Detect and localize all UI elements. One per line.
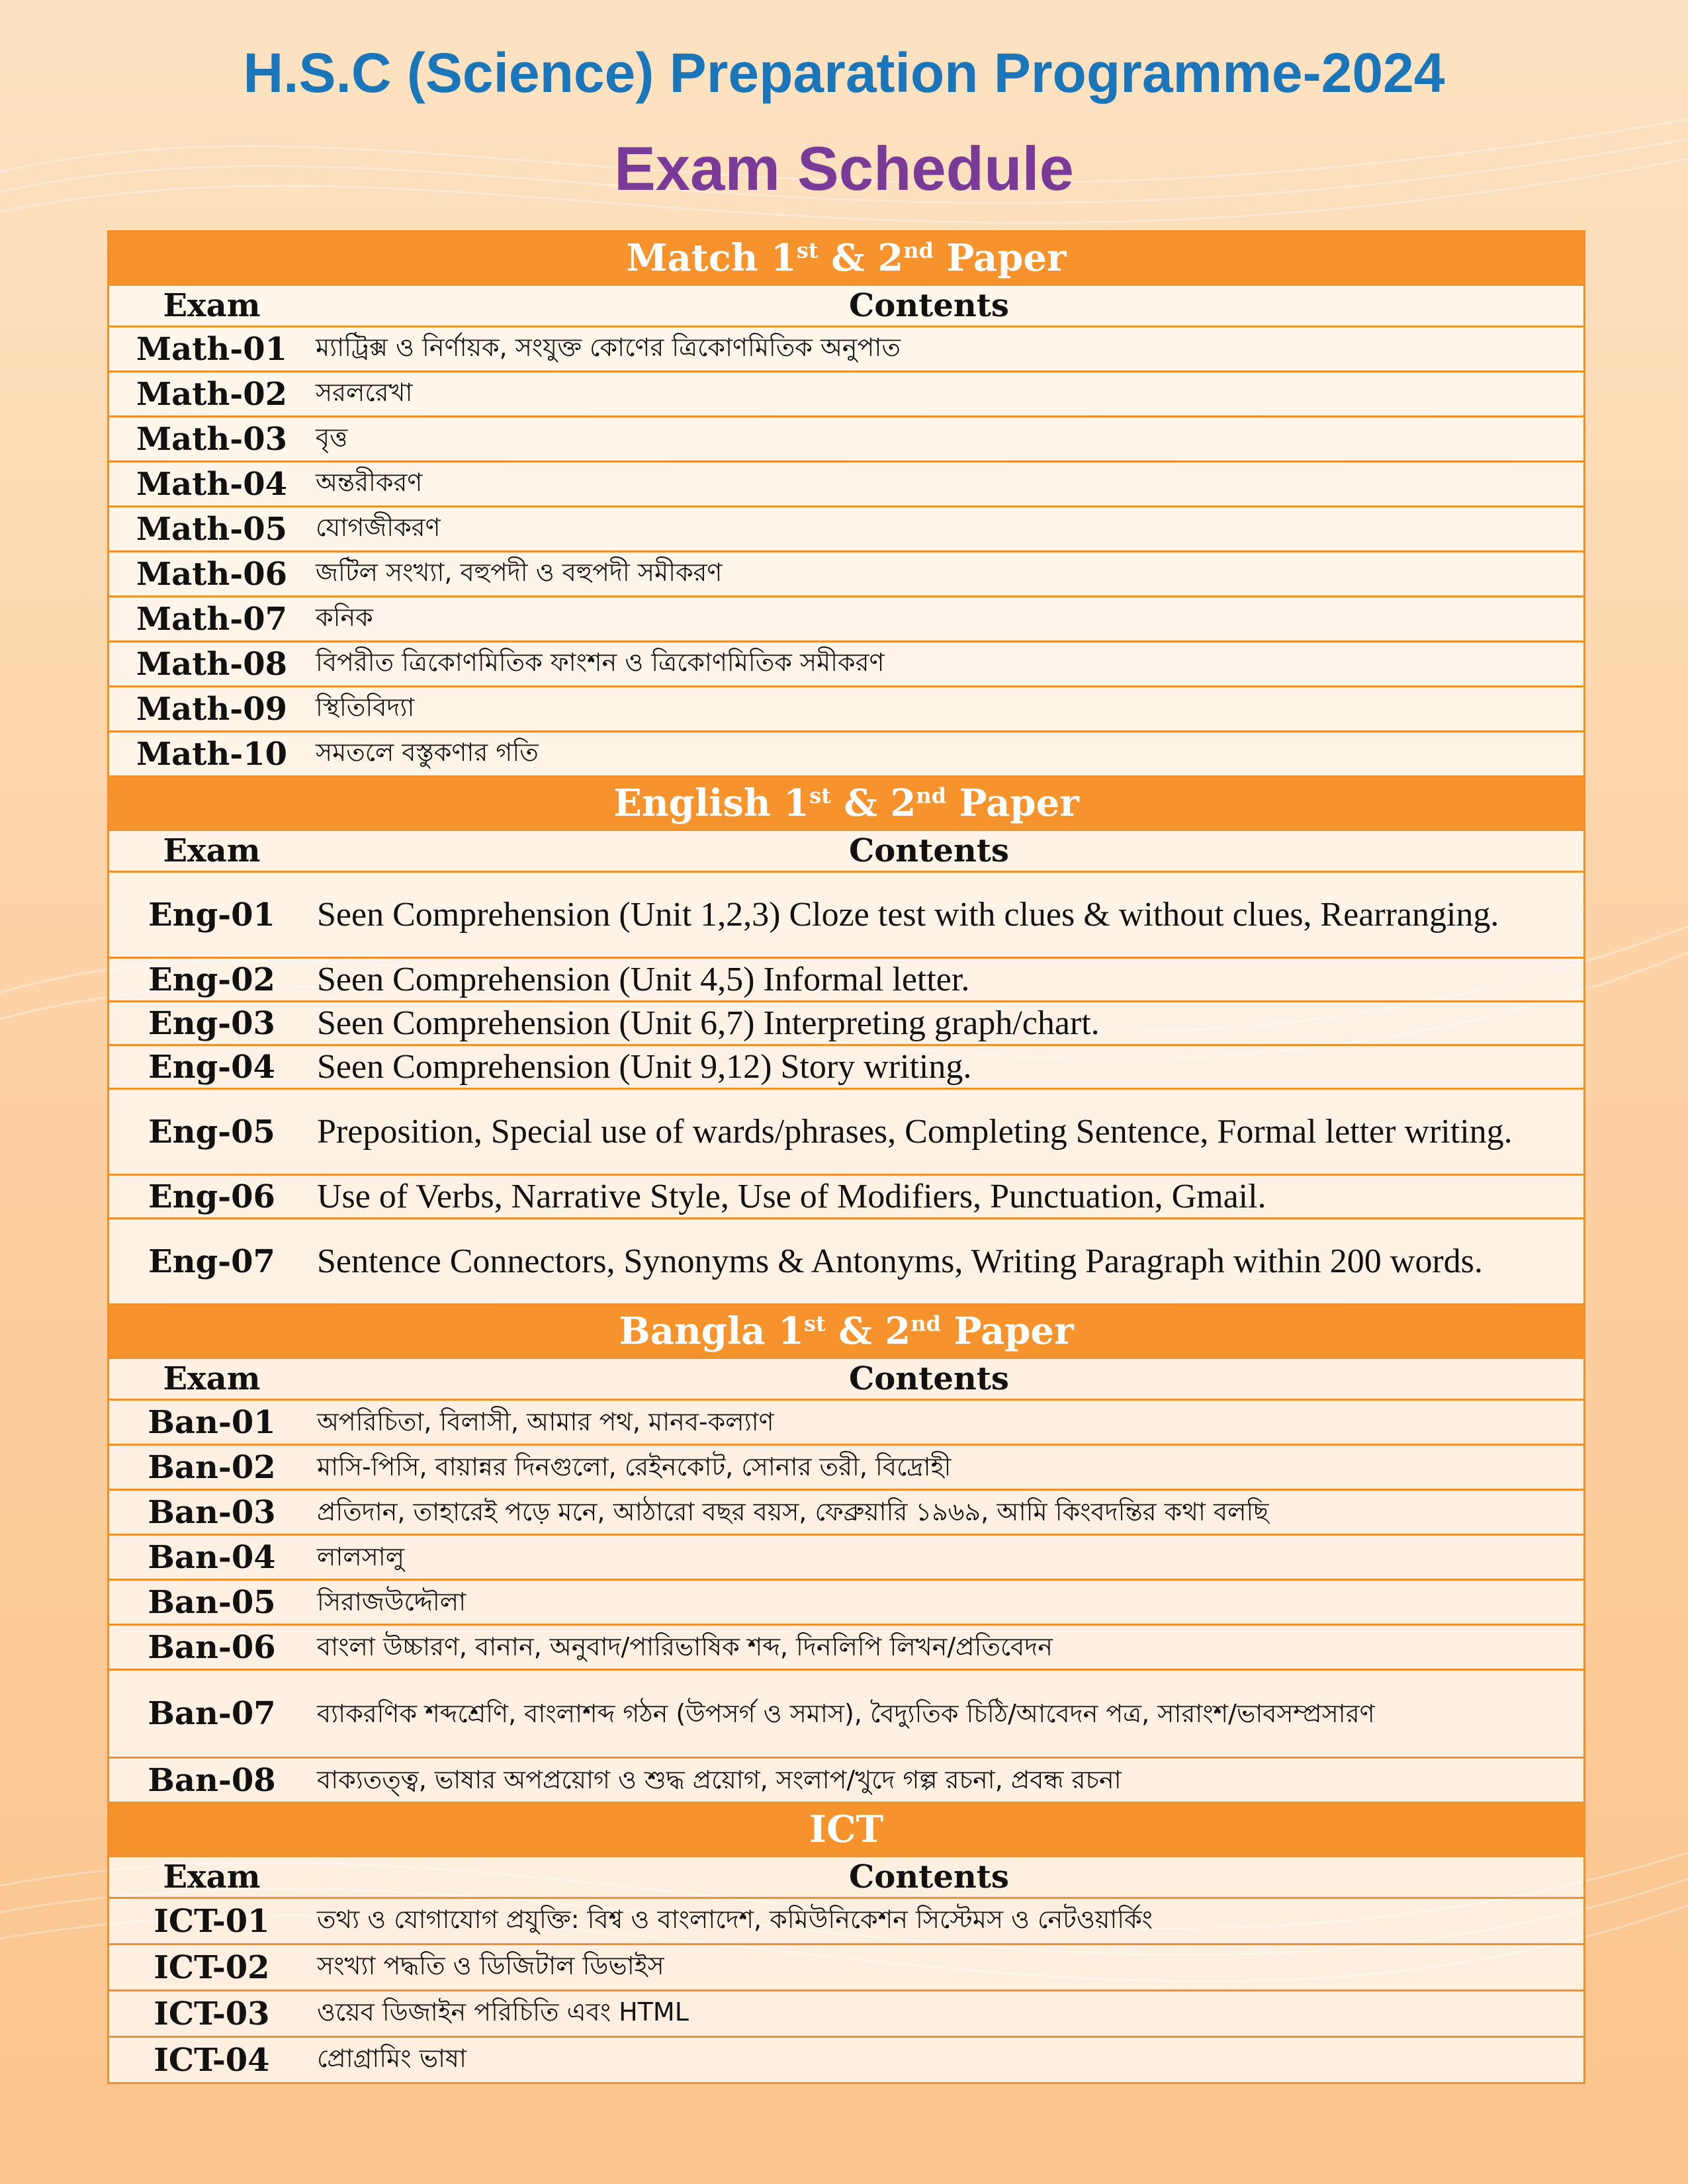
table-row: [109, 505, 1583, 550]
exam-code: Math-08: [136, 645, 288, 683]
exam-contents: ওয়েব ডিজাইন পরিচিতি এবং HTML: [317, 1997, 689, 2027]
exam-code: ICT-02: [154, 1948, 270, 1986]
exam-contents: Seen Comprehension (Unit 6,7) Interpreting graph/chart.: [317, 1004, 1100, 1042]
exam-contents: ম্যাট্রিক্স ও নির্ণায়ক, সংযুক্ত কোণের ত্রিকোণমিতিক অনুপাত: [316, 332, 901, 362]
exam-code: Math-05: [136, 510, 288, 548]
table-row: [109, 957, 1583, 1000]
exam-schedule-table: [107, 230, 1585, 2084]
exam-code: Math-10: [136, 735, 288, 773]
table-row: [109, 371, 1583, 415]
exam-code: Eng-07: [148, 1243, 275, 1280]
table-row: [109, 1943, 1583, 1989]
exam-contents: ব্যাকরণিক শব্দশ্রেণি, বাংলাশব্দ গঠন (উপসর্গ ও সমাস), বৈদ্যুতিক চিঠি/আবেদন পত্র, সারাংশ/ভাবসম্প্রসারণ: [317, 1698, 1375, 1728]
exam-contents: প্রতিদান, তাহারেই পড়ে মনে, আঠারো বছর বয়স, ফেব্রুয়ারি ১৯৬৯, আমি কিংবদন্তির কথা বলছি: [317, 1497, 1269, 1526]
table-row: [109, 1534, 1583, 1579]
exam-code: Math-07: [136, 600, 288, 638]
exam-code: Ban-01: [148, 1403, 276, 1441]
exam-code: Math-03: [136, 420, 288, 458]
section-title-amp: & 2: [818, 236, 904, 280]
exam-contents: Seen Comprehension (Unit 1,2,3) Cloze test with clues & without clues, Rearranging.: [317, 896, 1499, 934]
exam-contents: বিপরীত ত্রিকোণমিতিক ফাংশন ও ত্রিকোণমিতিক সমীকরণ: [316, 647, 885, 677]
exam-code: Ban-08: [148, 1761, 276, 1799]
section-title: Match 1: [626, 236, 797, 280]
section-title-paper: Paper: [946, 781, 1079, 825]
exam-code: Ban-07: [148, 1695, 276, 1732]
column-header-row: [109, 1855, 1583, 1897]
exam-contents: বৃত্ত: [316, 422, 348, 452]
table-row: [109, 1399, 1583, 1444]
exam-code: Ban-02: [148, 1448, 276, 1486]
exam-contents: প্রোগ্রামিং ভাষা: [317, 2043, 466, 2073]
section-header-ict: [109, 1802, 1583, 1855]
exam-contents: সংখ্যা পদ্ধতি ও ডিজিটাল ডিভাইস: [317, 1950, 664, 1980]
exam-code: Eng-06: [148, 1178, 275, 1215]
ordinal-suffix: nd: [903, 238, 934, 263]
table-row: [109, 1000, 1583, 1044]
page-title: H.S.C (Science) Preparation Programme-2024: [243, 42, 1445, 104]
table-row: [109, 1489, 1583, 1534]
exam-code: ICT-01: [154, 1902, 270, 1940]
exam-contents: সিরাজউদ্দৌলা: [317, 1587, 466, 1616]
ordinal-suffix: nd: [916, 783, 947, 808]
ordinal-suffix: st: [796, 238, 819, 263]
exam-contents: তথ্য ও যোগাযোগ প্রযুক্তি: বিশ্ব ও বাংলাদেশ, কমিউনিকেশন সিস্টেমস ও নেটওয়ার্কিং: [317, 1904, 1153, 1934]
table-row: [109, 2036, 1583, 2082]
section-title-amp: & 2: [825, 1309, 911, 1353]
table-row: [109, 1669, 1583, 1757]
exam-contents: কনিক: [316, 602, 373, 632]
exam-code: Ban-06: [148, 1628, 276, 1666]
column-header-row: [109, 1357, 1583, 1399]
exam-code: Eng-04: [148, 1048, 275, 1086]
exam-code: Eng-05: [148, 1113, 275, 1151]
exam-contents: যোগজীকরণ: [316, 512, 441, 542]
section-title-paper: Paper: [933, 236, 1067, 280]
section-title: English 1: [613, 781, 810, 825]
column-header-row: [109, 829, 1583, 871]
exam-contents: অন্তরীকরণ: [316, 467, 423, 497]
table-row: [109, 550, 1583, 595]
exam-code: Ban-03: [148, 1493, 276, 1531]
exam-code: Math-02: [136, 375, 288, 413]
column-header-row: [109, 284, 1583, 326]
exam-code: Ban-04: [148, 1538, 276, 1576]
table-row: [109, 640, 1583, 685]
column-header-contents: Contents: [849, 832, 1009, 869]
section-title-amp: & 2: [830, 781, 916, 825]
exam-contents: Use of Verbs, Narrative Style, Use of Modifiers, Punctuation, Gmail.: [317, 1178, 1266, 1215]
table-row: [109, 1088, 1583, 1174]
exam-contents: বাক্যতত্ত্ব, ভাষার অপপ্রয়োগ ও শুদ্ধ প্রয়োগ, সংলাপ/খুদে গল্প রচনা, প্রবন্ধ রচনা: [317, 1765, 1122, 1794]
column-header-exam: Exam: [163, 1360, 261, 1397]
table-row: [109, 1217, 1583, 1303]
section-title: ICT: [809, 1808, 884, 1851]
section-header-bangla: [109, 1303, 1583, 1357]
ordinal-suffix: st: [809, 783, 831, 808]
exam-contents: Sentence Connectors, Synonyms & Antonyms, Writing Paragraph within 200 words.: [317, 1243, 1483, 1280]
exam-contents: Preposition, Special use of wards/phrases, Completing Sentence, Formal letter writing.: [317, 1113, 1513, 1151]
table-row: [109, 1624, 1583, 1669]
page-subtitle: Exam Schedule: [614, 134, 1074, 203]
column-header-exam: Exam: [163, 1858, 261, 1896]
table-row: [109, 1174, 1583, 1217]
section-title: Bangla 1: [619, 1309, 804, 1353]
exam-contents: সমতলে বস্তুকণার গতি: [316, 737, 539, 767]
exam-contents: সরলরেখা: [316, 377, 413, 407]
exam-contents: Seen Comprehension (Unit 4,5) Informal letter.: [317, 961, 970, 998]
table-row: [109, 460, 1583, 505]
table-row: [109, 685, 1583, 730]
column-header-contents: Contents: [849, 287, 1009, 324]
table-row: [109, 1897, 1583, 1943]
section-header-math: [109, 232, 1583, 284]
exam-code: Math-01: [136, 330, 288, 368]
exam-code: ICT-03: [154, 1995, 270, 2032]
table-row: [109, 730, 1583, 775]
ordinal-suffix: st: [803, 1311, 826, 1336]
table-row: [109, 595, 1583, 640]
section-header-english: [109, 775, 1583, 829]
column-header-exam: Exam: [163, 832, 261, 869]
column-header-contents: Contents: [849, 1360, 1009, 1397]
table-row: [109, 326, 1583, 371]
exam-code: Eng-03: [148, 1004, 275, 1042]
column-header-exam: Exam: [163, 287, 261, 324]
exam-contents: Seen Comprehension (Unit 9,12) Story writing.: [317, 1048, 972, 1086]
table-row: [109, 415, 1583, 460]
exam-code: ICT-04: [154, 2041, 270, 2079]
exam-code: Math-09: [136, 690, 288, 728]
exam-contents: লালসালু: [317, 1542, 405, 1571]
table-row: [109, 1757, 1583, 1802]
table-row: [109, 1579, 1583, 1624]
exam-contents: মাসি-পিসি, বায়ান্নর দিনগুলো, রেইনকোট, সোনার তরী, বিদ্রোহী: [317, 1452, 952, 1481]
exam-contents: বাংলা উচ্চারণ, বানান, অনুবাদ/পারিভাষিক শব্দ, দিনলিপি লিখন/প্রতিবেদন: [317, 1632, 1053, 1661]
table-row: [109, 1044, 1583, 1088]
exam-code: Ban-05: [148, 1583, 276, 1621]
table-row: [109, 1444, 1583, 1489]
table-row: [109, 871, 1583, 957]
exam-contents: অপরিচিতা, বিলাসী, আমার পথ, মানব-কল্যাণ: [317, 1407, 774, 1436]
exam-code: Math-06: [136, 555, 288, 593]
exam-code: Math-04: [136, 465, 288, 503]
table-row: [109, 1989, 1583, 2036]
exam-contents: জটিল সংখ্যা, বহুপদী ও বহুপদী সমীকরণ: [316, 557, 723, 587]
section-title-paper: Paper: [940, 1309, 1074, 1353]
exam-code: Eng-02: [148, 961, 275, 998]
ordinal-suffix: nd: [911, 1311, 941, 1336]
exam-contents: স্থিতিবিদ্যা: [316, 692, 415, 722]
column-header-contents: Contents: [849, 1858, 1009, 1896]
exam-code: Eng-01: [148, 896, 275, 934]
